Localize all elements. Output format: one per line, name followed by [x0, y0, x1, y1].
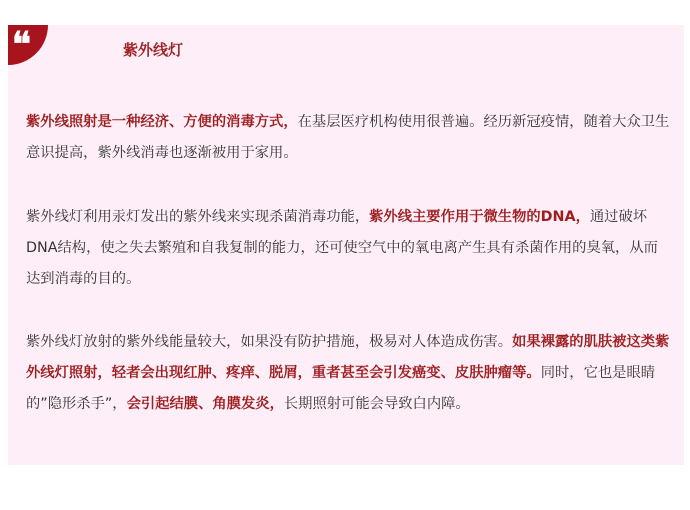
highlight-text: 紫外线照射是一种经济、方便的消毒方式，	[26, 114, 298, 130]
paragraph-risk	[26, 327, 672, 420]
body-text: 通过破坏DNA结构，使之失去繁殖和自我复制的能力，还可使空气中的氧电离产生具有杀菌作用的臭氧，从而达到消毒的目的。	[26, 209, 658, 287]
highlight-text: 紫外线主要作用于微生物的DNA，	[369, 209, 590, 225]
section-title: 紫外线灯	[123, 41, 184, 59]
body-text: 同时，它也是眼睛的”隐形杀手”，	[26, 365, 656, 412]
body-text: 在基层医疗机构使用很普遍。经历新冠疫情，随着大众卫生意识提高，紫外线消毒也逐渐被用于家用。	[26, 114, 670, 161]
body-text: 紫外线灯放射的紫外线能量较大，如果没有防护措施，极易对人体造成伤害。	[26, 334, 513, 350]
highlight-text: 如果裸露的肌肤被这类紫外线灯照射，轻者会出现红肿、疼痒、脱屑，重者甚至会引发癌变、皮肤肿瘤等。	[26, 334, 670, 381]
body-text: 长期照射可能会导致白内障。	[283, 396, 470, 412]
body-text: 紫外线灯利用汞灯发出的紫外线来实现杀菌消毒功能，	[26, 209, 370, 225]
highlight-text: 会引起结膜、角膜发炎，	[126, 396, 284, 412]
paragraph-intro	[26, 107, 672, 169]
paragraph-mechanism	[26, 202, 672, 295]
quote-icon: ❛❛	[12, 25, 28, 65]
